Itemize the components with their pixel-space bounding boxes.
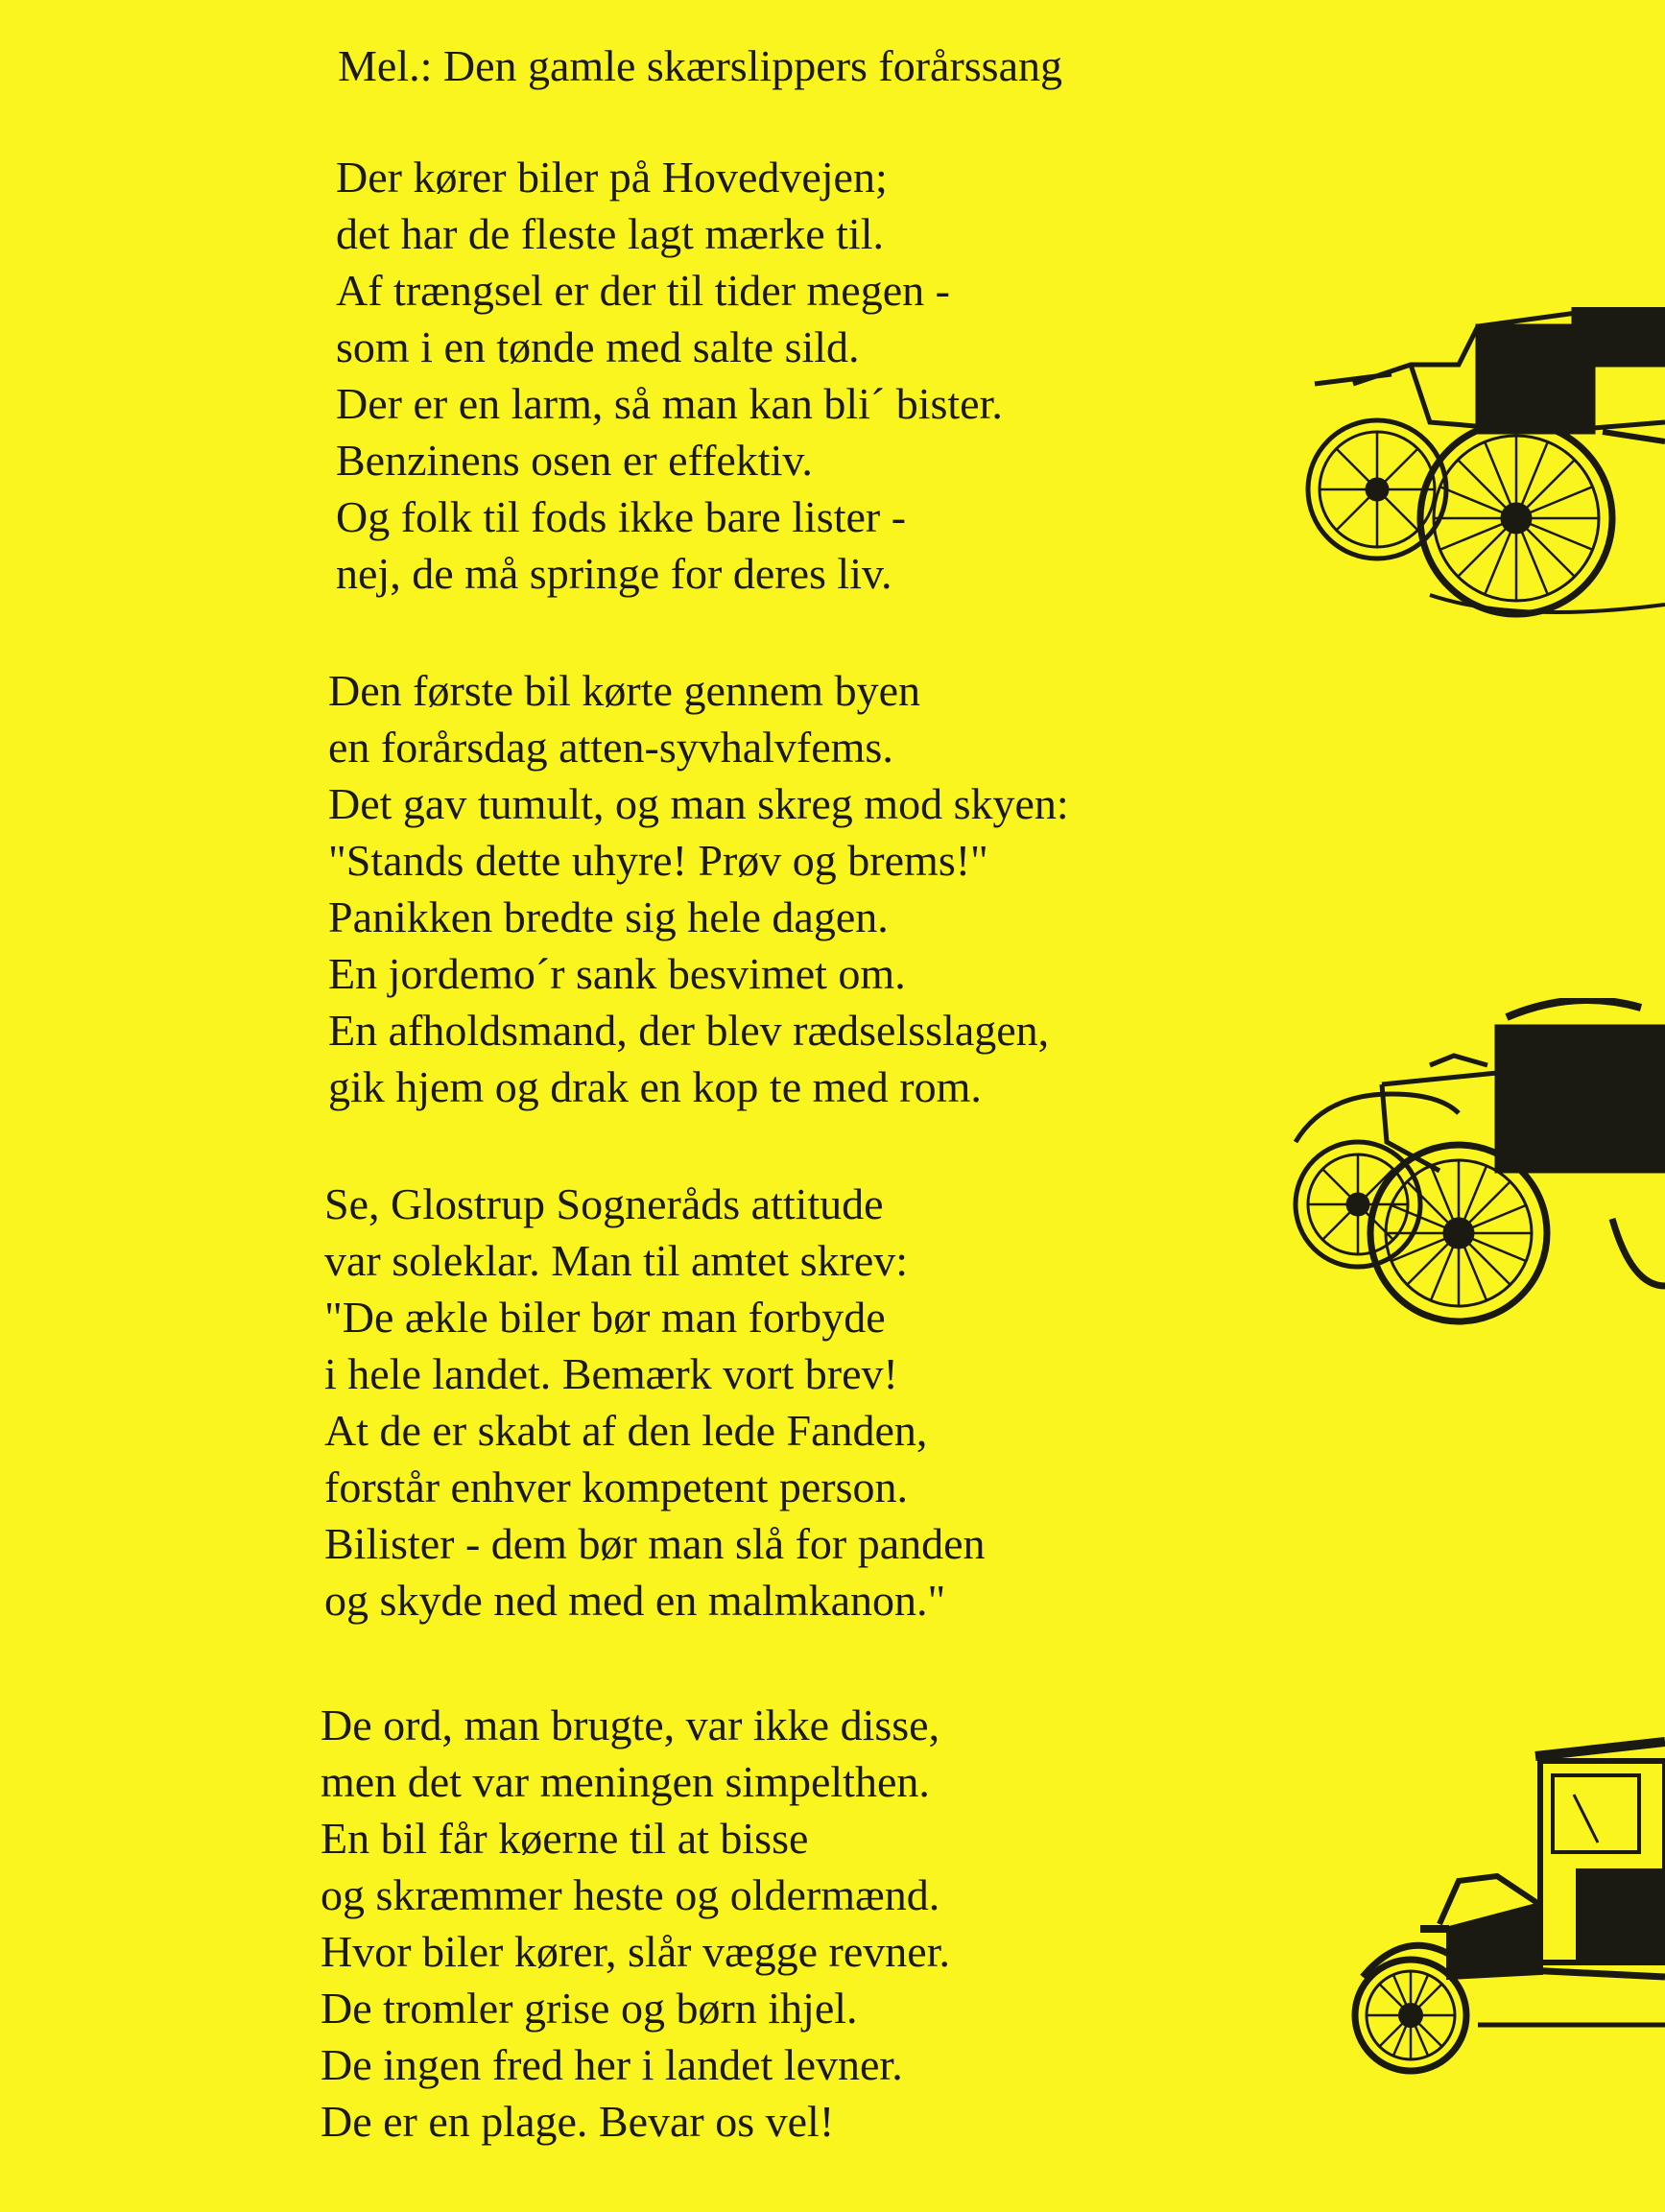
stanza-line: "De ækle biler bør man forbyde [324, 1293, 886, 1342]
stanza-line: i hele landet. Bemærk vort brev! [324, 1349, 898, 1398]
stanza-line: som i en tønde med salte sild. [336, 322, 860, 371]
stanza-line: en forårsdag atten-syvhalvfems. [328, 723, 893, 772]
stanza-line: Benzinens osen er effektiv. [336, 436, 813, 485]
stanza-line: og skræmmer heste og oldermænd. [321, 1870, 940, 1919]
stanza-line: Den første bil kørte gennem byen [328, 666, 920, 715]
stanza-line: En afholdsmand, der blev rædselsslagen, [328, 1006, 1050, 1055]
stanza-line: En jordemo´r sank besvimet om. [328, 949, 906, 998]
stanza-line: Panikken bredte sig hele dagen. [328, 892, 889, 941]
stanza-line: De ingen fred her i landet levner. [321, 2040, 903, 2089]
stanza-line: Se, Glostrup Sogneråds attitude [324, 1179, 884, 1228]
stanza-line: Bilister - dem bør man slå for panden [324, 1519, 986, 1568]
stanza-line: "Stands dette uhyre! Prøv og brems!" [328, 836, 988, 885]
stanza-line: Der er en larm, så man kan bli´ bister. [336, 379, 1003, 428]
stanza-line: og skyde ned med en malmkanon." [324, 1576, 946, 1625]
stanza-line: De tromler grise og børn ihjel. [321, 1984, 858, 2033]
stanza-line: gik hjem og drak en kop te med rom. [328, 1062, 982, 1111]
stanza-line: De ord, man brugte, var ikke disse, [321, 1701, 940, 1749]
stanza-3 [324, 1176, 986, 1629]
vintage-car-icon [1334, 1737, 1665, 2078]
stanza-line: forstår enhver kompetent person. [324, 1463, 909, 1511]
stanza-line: men det var meningen simpelthen. [321, 1757, 930, 1806]
vintage-car-icon [1286, 998, 1665, 1339]
stanza-line: Af trængsel er der til tider megen - [336, 266, 950, 315]
stanza-line: En bil får køerne til at bisse [321, 1814, 809, 1863]
stanza-line: Det gav tumult, og man skreg mod skyen: [328, 779, 1069, 828]
stanza-line: At de er skabt af den lede Fanden, [324, 1406, 928, 1455]
stanza-line: Hvor biler kører, slår vægge revner. [321, 1927, 950, 1976]
vintage-car-icon [1296, 307, 1665, 624]
melody-line: Mel.: Den gamle skærslippers forårssang [338, 41, 1063, 90]
stanza-line: det har de fleste lagt mærke til. [336, 209, 884, 258]
stanza-line: Der kører biler på Hovedvejen; [336, 153, 888, 202]
stanza-line: De er en plage. Bevar os vel! [321, 2097, 835, 2146]
stanza-4 [321, 1697, 950, 2150]
stanza-1 [336, 149, 1003, 602]
stanza-2 [328, 662, 1069, 1115]
stanza-line: Og folk til fods ikke bare lister - [336, 492, 907, 541]
stanza-line: var soleklar. Man til amtet skrev: [324, 1236, 909, 1285]
stanza-line: nej, de må springe for deres liv. [336, 549, 892, 598]
